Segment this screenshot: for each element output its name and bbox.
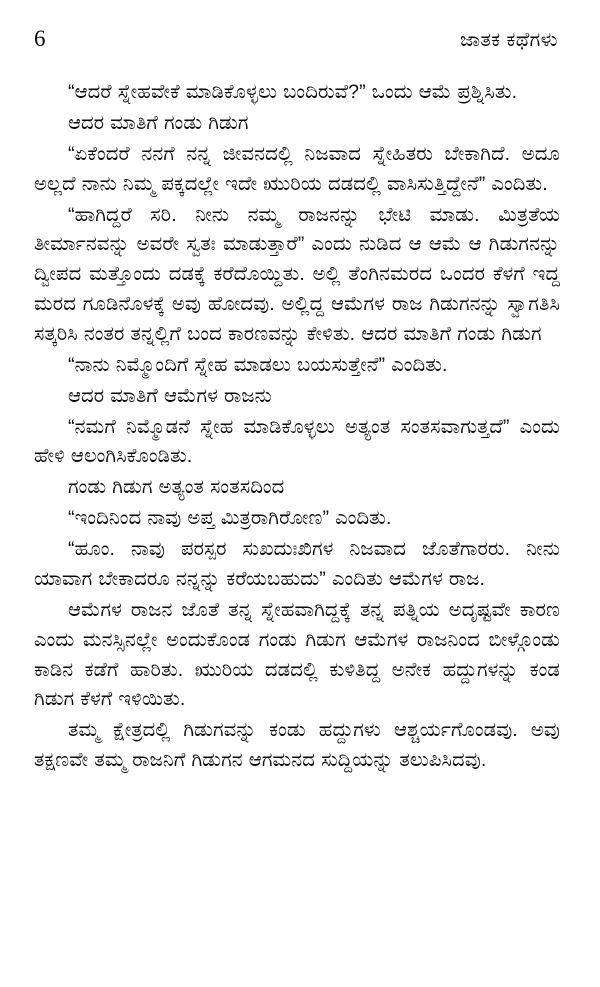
running-head: ಜಾತಕ ಕಥೆಗಳು [459,29,558,51]
paragraph: “ನಾನು ನಿಮ್ಮೊಂದಿಗೆ ಸ್ನೇಹ ಮಾಡಲು ಬಯಸುತ್ತೇನೆ” ಎಂದಿತು. [68,353,448,376]
paragraph: ಆದರ ಮಾತಿಗೆ ಗಂಡು ಗಿಡುಗ [68,111,249,134]
paragraph: “ಹೂಂ. ನಾವು ಪರಸ್ಪರ ಸುಖದುಃಖಿಗಳ ನಿಜವಾದ ಜೊತೆಗಾರರು. ನೀನು ಯಾವಾಗ ಬೇಕಾದರೂ ನನ್ನನ್ನು ಕರೆಯಬಹುದು” ಎಂದಿತು ಆಮೆಗಳ ರಾಜ. [34,538,560,591]
paragraph: “ನಮಗೆ ನಿಮ್ಮೊಡನೆ ಸ್ನೇಹ ಮಾಡಿಕೊಳ್ಳಲು ಅತ್ಯಂತ ಸಂತಸವಾಗುತ್ತದೆ” ಎಂದು ಹೇಳಿ ಆಲಂಗಿಸಿಕೊಂಡಿತು. [34,415,560,468]
paragraph: ಗಂಡು ಗಿಡುಗ ಅತ್ಯಂತ ಸಂತಸದಿಂದ [68,476,285,499]
page-number: 6 [34,26,46,51]
page-body [34,78,560,776]
paragraph: ಆದರ ಮಾತಿಗೆ ಆಮೆಗಳ ರಾಜನು [68,384,272,407]
paragraph: “ಹಾಗಿದ್ದರೆ ಸರಿ. ನೀನು ನಮ್ಮ ರಾಜನನ್ನು ಭೇಟಿ ಮಾಡು. ಮಿತ್ರತೆಯ ತೀರ್ಮಾನವನ್ನು ಅವರೇ ಸ್ವತಃ ಮಾಡುತ್ತಾರೆ” ಎಂದು ನುಡಿದ ಆ ಆಮೆ ಆ ಗಿಡುಗನನ್ನು ದ್ವೀಪದ ಮತ್ತೊಂದು ದಡಕ್ಕೆ ಕರೆದೊಯ್ದಿತು. ಅಲ್ಲಿ ತೆಂಗಿನಮರದ ಒಂದರ ಕೆಳಗೆ ಇದ್ದ ಮರದ ಗೂಡಿನೊಳಕ್ಕೆ ಅವು ಹೋದವು. ಅಲ್ಲಿದ್ದ ಆಮೆಗಳ ರಾಜ ಗಿಡುಗನನ್ನು ಸ್ವಾಗತಿಸಿ ಸತ್ಕರಿಸಿ ನಂತರ ತನ್ನಲ್ಲಿಗೆ ಬಂದ ಕಾರಣವನ್ನು ಕೇಳಿತು. ಆದರ ಮಾತಿಗೆ ಗಂಡು ಗಿಡುಗ [34,203,560,345]
paragraph: ತಮ್ಮ ಕ್ಷೇತ್ರದಲ್ಲಿ ಗಿಡುಗವನ್ನು ಕಂಡು ಹದ್ದುಗಳು ಆಶ್ಚರ್ಯಗೊಂಡವು. ಅವು ತಕ್ಷಣವೇ ತಮ್ಮ ರಾಜನಿಗೆ ಗಿಡುಗನ ಆಗಮನದ ಸುದ್ದಿಯನ್ನು ತಲುಪಿಸಿದವು. [34,719,560,772]
paragraph: “ಇಂದಿನಿಂದ ನಾವು ಅಪ್ತ ಮಿತ್ರರಾಗಿರೋಣ” ಎಂದಿತು. [68,507,392,530]
page-header [34,26,560,52]
paragraph: “ಆದರೆ ಸ್ನೇಹವೇಕೆ ಮಾಡಿಕೊಳ್ಳಲು ಬಂದಿರುವೆ?” ಒಂದು ಆಮೆ ಪ್ರಶ್ನಿಸಿತು. [68,81,518,103]
paragraph: “ಏಕೆಂದರೆ ನನಗೆ ನನ್ನ ಜೀವನದಲ್ಲಿ ನಿಜವಾದ ಸ್ನೇಹಿತರು ಬೇಕಾಗಿದೆ. ಅದೂ ಅಲ್ಲದೆ ನಾನು ನಿಮ್ಮ ಪಕ್ಕದಲ್ಲೇ ಇದೇ ಋುರಿಯ ದಡದಲ್ಲಿ ವಾಸಿಸುತ್ತಿದ್ದೇನೆ” ಎಂದಿತು. [34,142,560,195]
paragraph: ಆಮೆಗಳ ರಾಜನ ಜೊತೆ ತನ್ನ ಸ್ನೇಹವಾಗಿದ್ದಕ್ಕೆ ತನ್ನ ಪತ್ನಿಯ ಅದೃಷ್ಟವೇ ಕಾರಣ ಎಂದು ಮನಸ್ಸಿನಲ್ಲೇ ಅಂದುಕೊಂಡ ಗಂಡು ಗಿಡುಗ ಆಮೆಗಳ ರಾಜನಿಂದ ಬೀಳ್ಗೊಂಡು ಕಾಡಿನ ಕಡೆಗೆ ಹಾರಿತು. ಋುರಿಯ ದಡದಲ್ಲಿ ಕುಳಿತಿದ್ದ ಅನೇಕ ಹದ್ದುಗಳನ್ನು ಕಂಡ ಗಿಡುಗ ಕೆಳಗೆ ಇಳಿಯಿತು. [34,599,560,711]
